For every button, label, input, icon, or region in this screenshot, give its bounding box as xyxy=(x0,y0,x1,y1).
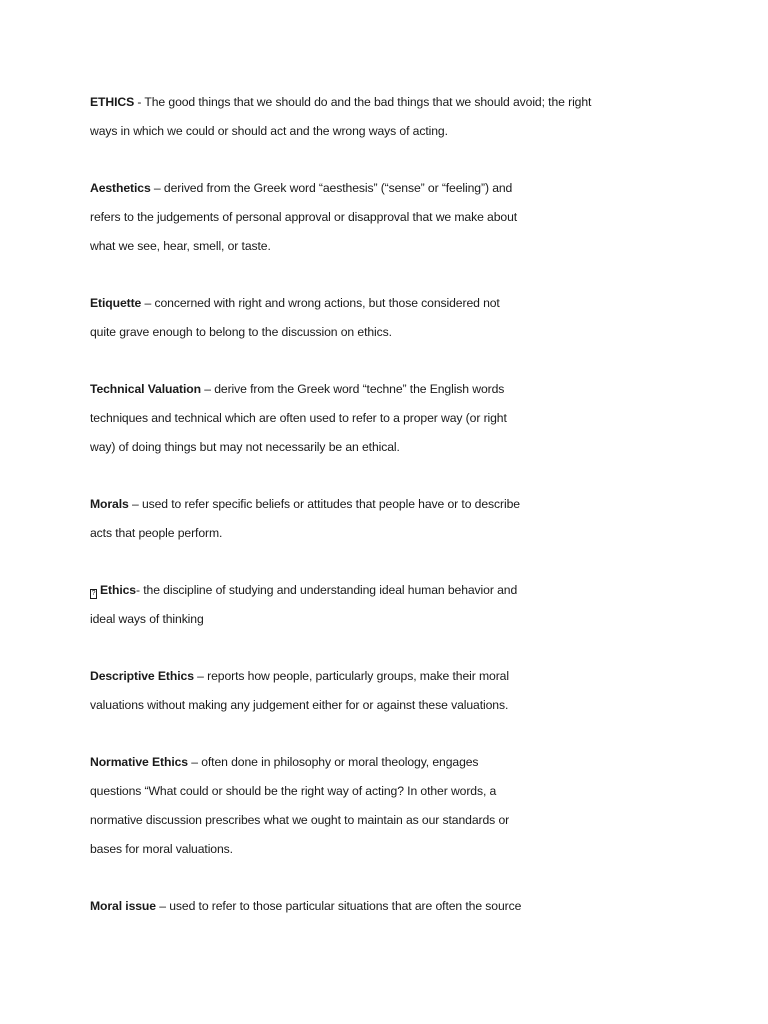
definition-line: techniques and technical which are often used to refer to a proper way (or right xyxy=(90,411,507,425)
definition-text: - The good things that we should do and the bad things that we should avoid; the right xyxy=(134,95,592,109)
definition-text: – used to refer to those particular situations that are often the source xyxy=(155,899,522,913)
definition-descriptive-ethics xyxy=(90,667,650,725)
definition-line xyxy=(90,294,650,323)
definition-text: – used to refer specific beliefs or attitudes that people have or to describe xyxy=(128,497,520,511)
definition-text: – often done in philosophy or moral theology, engages xyxy=(187,755,479,769)
definition-line: valuations without making any judgement either for or against these valuations. xyxy=(90,698,509,712)
term-aesthetics: Aesthetics xyxy=(90,181,151,195)
definition-line: quite grave enough to belong to the discussion on ethics. xyxy=(90,325,392,339)
definition-line: ideal ways of thinking xyxy=(90,612,204,626)
definition-line: what we see, hear, smell, or taste. xyxy=(90,239,271,253)
definition-etiquette xyxy=(90,294,650,352)
definition-line: acts that people perform. xyxy=(90,526,223,540)
definition-line xyxy=(90,667,650,696)
term-descriptive-ethics: Descriptive Ethics xyxy=(90,669,194,683)
definition-ethics xyxy=(90,93,650,151)
definition-line: ways in which we could or should act and the wrong ways of acting. xyxy=(90,124,448,138)
definition-ethics-discipline xyxy=(90,581,650,639)
definition-text: – derive from the Greek word “techne” the English words xyxy=(200,382,505,396)
definition-line xyxy=(90,753,650,782)
definition-normative-ethics xyxy=(90,753,650,869)
definition-text: - the discipline of studying and understanding ideal human behavior and xyxy=(135,583,518,597)
definition-line: bases for moral valuations. xyxy=(90,842,233,856)
definition-aesthetics xyxy=(90,179,650,266)
term-ethics: ETHICS xyxy=(90,95,135,109)
definition-text: – concerned with right and wrong actions, but those considered not xyxy=(141,296,500,310)
document-body xyxy=(90,93,650,954)
definition-morals xyxy=(90,495,650,553)
term-etiquette: Etiquette xyxy=(90,296,142,310)
definition-line: refers to the judgements of personal approval or disapproval that we make about xyxy=(90,210,518,224)
definition-moral-issue xyxy=(90,897,650,926)
term-moral-issue: Moral issue xyxy=(90,899,156,913)
term-ethics-discipline: Ethics xyxy=(100,583,136,597)
definition-line xyxy=(90,179,650,208)
definition-text: – reports how people, particularly groups, make their moral xyxy=(193,669,509,683)
term-morals: Morals xyxy=(90,497,129,511)
term-technical-valuation: Technical Valuation xyxy=(90,382,201,396)
definition-line xyxy=(90,897,650,926)
definition-text: – derived from the Greek word “aesthesis” (“sense” or “feeling”) and xyxy=(150,181,513,195)
definition-line: normative discussion prescribes what we ought to maintain as our standards or xyxy=(90,813,510,827)
definition-line: way) of doing things but may not necessarily be an ethical. xyxy=(90,440,400,454)
missing-glyph-icon: ? xyxy=(91,590,96,597)
term-normative-ethics: Normative Ethics xyxy=(90,755,188,769)
definition-line xyxy=(90,380,650,409)
definition-line xyxy=(90,93,650,122)
definition-line xyxy=(90,495,650,524)
definition-line: questions “What could or should be the right way of acting? In other words, a xyxy=(90,784,497,798)
definition-technical-valuation xyxy=(90,380,650,467)
definition-line xyxy=(90,581,650,610)
